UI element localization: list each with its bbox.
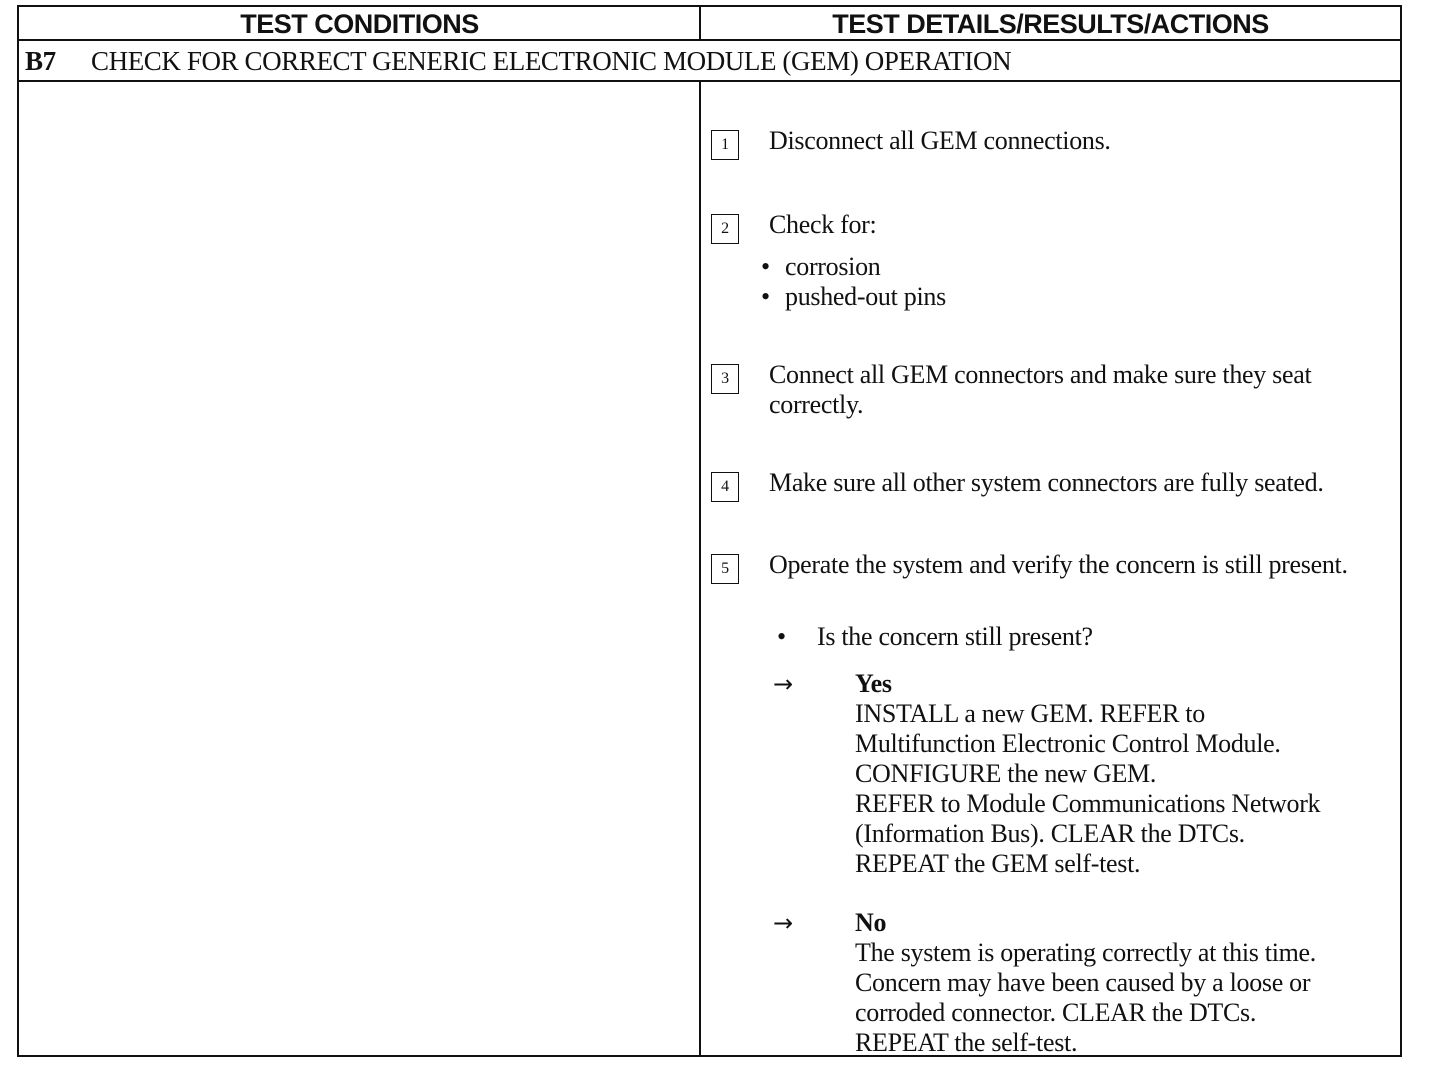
step-number-box: 3	[711, 364, 739, 394]
step-text: Disconnect all GEM connections.	[769, 126, 1111, 155]
arrow-right-icon: →	[773, 670, 793, 698]
section-heading	[19, 41, 1400, 82]
step-text: Connect all GEM connectors and make sure they seat correctly.	[769, 360, 1312, 419]
step-number-box: 4	[711, 472, 739, 502]
header-test-details: TEST DETAILS/RESULTS/ACTIONS	[832, 9, 1269, 39]
check-list	[759, 252, 946, 312]
answer-text: INSTALL a new GEM. REFER to Multifunction Electronic Control Module. CONFIGURE the new GEM. REFER to Module Communications Network (Information Bus). CLEAR the DTCs. REPEAT the GEM self-test.	[855, 699, 1321, 878]
step-number-box: 5	[711, 554, 739, 584]
bullet-icon: •	[761, 252, 770, 281]
answer-label: Yes	[855, 669, 892, 698]
step-text: Check for:	[769, 210, 877, 239]
answer-label: No	[855, 908, 887, 937]
list-item: • pushed-out pins	[761, 282, 946, 311]
step-text: Make sure all other system connectors are fully seated.	[769, 468, 1324, 497]
list-item: • corrosion	[761, 252, 881, 281]
table-header	[19, 7, 1400, 41]
section-id: B7	[25, 46, 56, 76]
bullet-icon: •	[777, 622, 786, 651]
test-details-column	[701, 82, 1402, 1057]
column-divider-header	[699, 7, 701, 41]
section-title: CHECK FOR CORRECT GENERIC ELECTRONIC MODULE (GEM) OPERATION	[91, 46, 1012, 76]
bullet-icon: •	[761, 282, 770, 311]
arrow-right-icon: →	[773, 909, 793, 937]
step-number-box: 2	[711, 214, 739, 244]
step-text: Operate the system and verify the concern is still present.	[769, 550, 1348, 579]
answer-text: The system is operating correctly at this time. Concern may have been caused by a loose or corroded connector. CLEAR the DTCs. REPEAT the self-test.	[855, 938, 1316, 1057]
header-test-conditions: TEST CONDITIONS	[240, 9, 479, 39]
question-text: Is the concern still present?	[817, 622, 1093, 651]
step-number-box: 1	[711, 130, 739, 160]
diagnostic-table	[17, 5, 1402, 1057]
